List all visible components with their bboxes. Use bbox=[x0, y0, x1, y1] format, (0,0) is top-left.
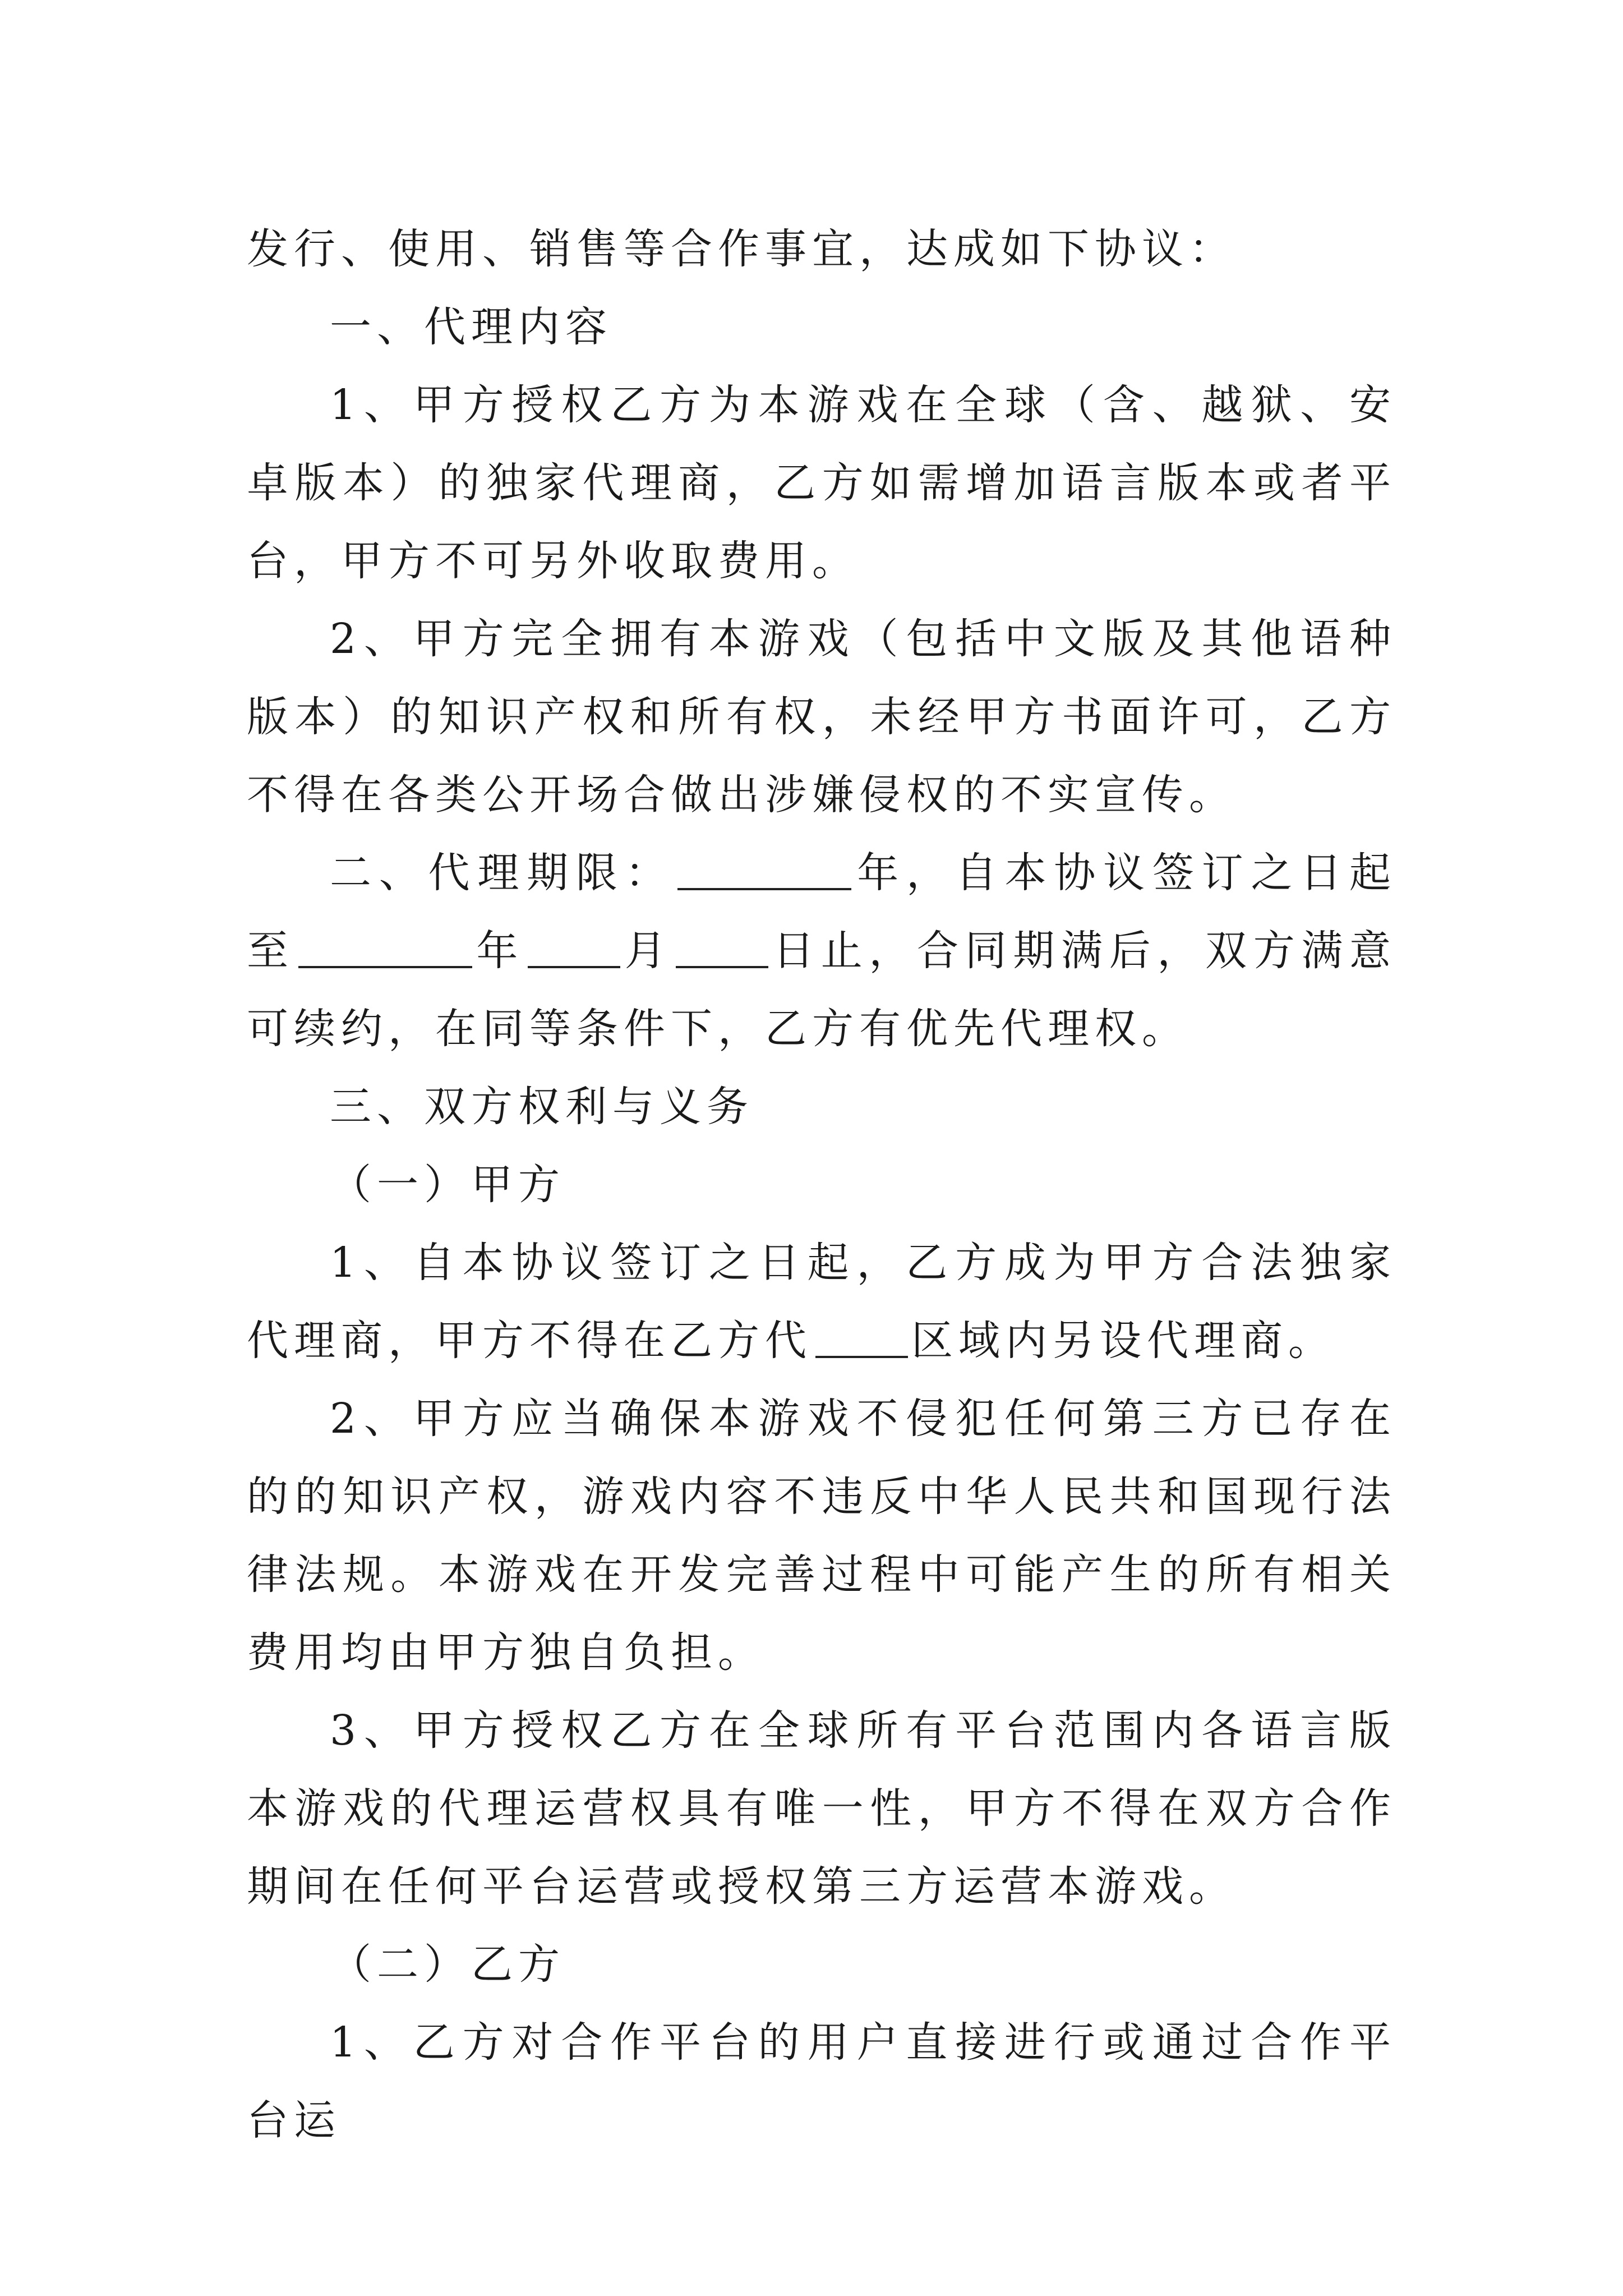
blank-end-day bbox=[676, 926, 768, 968]
blank-term-years bbox=[677, 848, 851, 890]
blank-end-year bbox=[298, 926, 472, 968]
clause-a-1-suffix: 区域内另设代理商。 bbox=[911, 1317, 1335, 1365]
intro-paragraph: 发行、使用、销售等合作事宜，达成如下协议： bbox=[247, 225, 1236, 273]
section-heading-rights-obligations: 三、双方权利与义务 bbox=[330, 1083, 754, 1131]
clause-a-1 bbox=[247, 1224, 1396, 1380]
section-heading-agency-content: 一、代理内容 bbox=[330, 303, 612, 351]
clause-1-1: 1、甲方授权乙方为本游戏在全球（含、越狱、安卓版本）的独家代理商，乙方如需增加语言版本或者平台，甲方不可另外收取费用。 bbox=[247, 381, 1396, 585]
blank-region bbox=[815, 1315, 908, 1358]
clause-a-2: 2、甲方应当确保本游戏不侵犯任何第三方已存在的的知识产权，游戏内容不违反中华人民共和国现行法律法规。本游戏在开发完善过程中可能产生的所有相关费用均由甲方独自负担。 bbox=[247, 1395, 1396, 1677]
section-agency-term bbox=[247, 834, 1396, 1068]
blank-end-month bbox=[528, 926, 620, 968]
term-part3: 月 bbox=[624, 927, 673, 975]
clause-1-2: 2、甲方完全拥有本游戏（包括中文版及其他语种版本）的知识产权和所有权，未经甲方书面许可，乙方不得在各类公开场合做出涉嫌侵权的不实宣传。 bbox=[247, 615, 1396, 819]
clause-a-1-prefix: 1、自本协议签订之日起，乙方成为甲方合法独家代理商，甲方不得在乙方代 bbox=[247, 1239, 1396, 1365]
subheading-party-a: （一）甲方 bbox=[330, 1161, 565, 1209]
clause-b-1: 1、乙方对合作平台的用户直接进行或通过合作平台运 bbox=[247, 2018, 1396, 2145]
term-part4: 日止，合同期满后，双方满意可续约，在同等条件下，乙方有优先代理权。 bbox=[247, 927, 1397, 1053]
term-part1: 年，自本协议签订之日起至 bbox=[247, 849, 1397, 975]
subheading-party-b: （二）乙方 bbox=[330, 1940, 565, 1989]
document-body bbox=[247, 210, 1396, 2160]
term-part2: 年 bbox=[475, 927, 525, 975]
term-prefix: 二、代理期限： bbox=[330, 849, 675, 897]
clause-a-3: 3、甲方授权乙方在全球所有平台范围内各语言版本游戏的代理运营权具有唯一性，甲方不得在双方合作期间在任何平台运营或授权第三方运营本游戏。 bbox=[247, 1706, 1396, 1911]
